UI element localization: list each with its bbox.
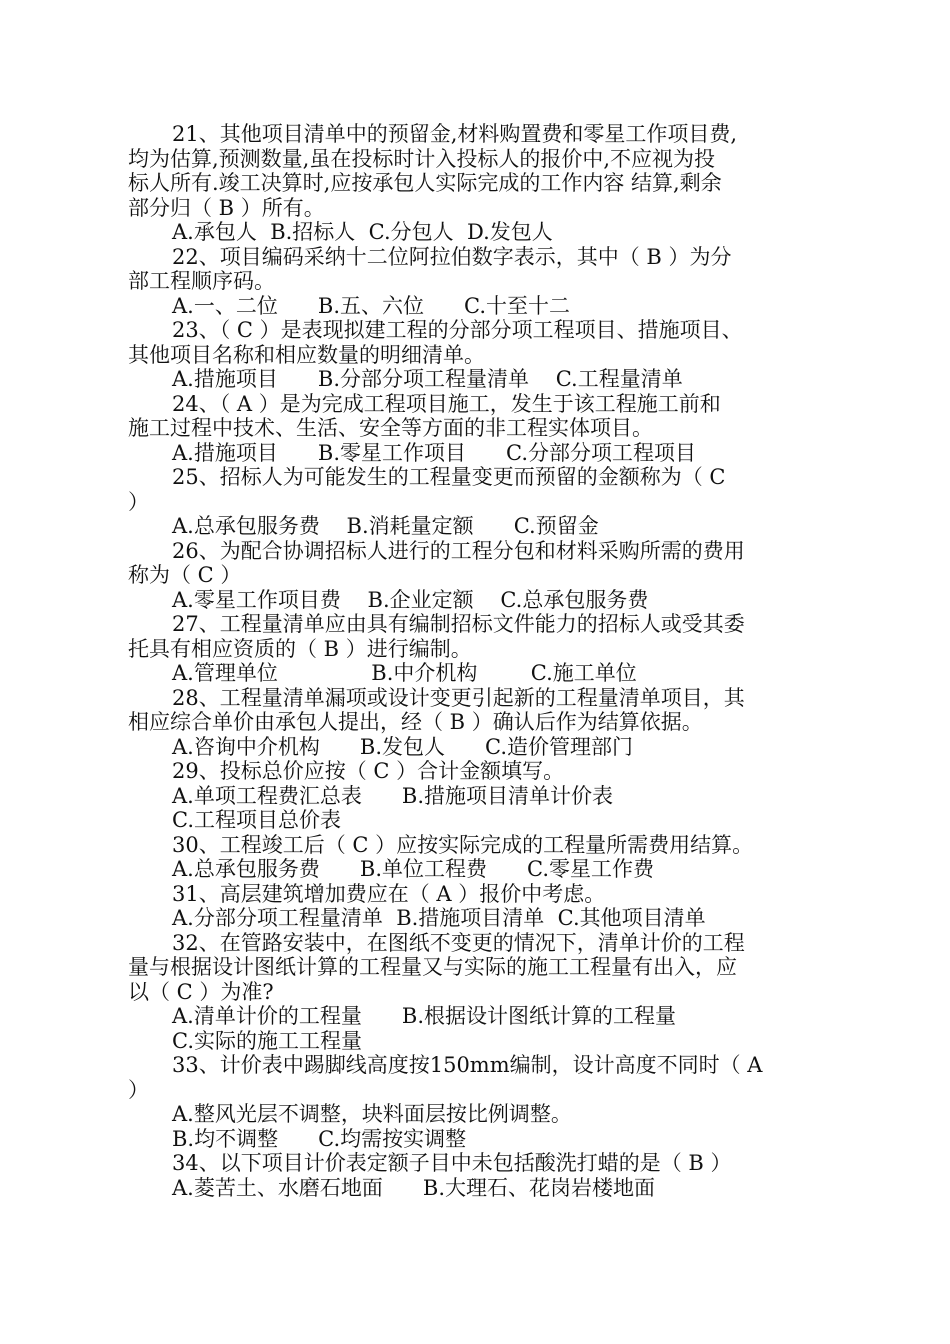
text-line: 26、为配合协调招标人进行的工程分包和材料采购所需的费用: [172, 538, 745, 563]
text-line: 23、（ C ）是表现拟建工程的分部分项工程项目、措施项目、: [172, 318, 743, 342]
text-line: 34、以下项目计价表定额子目中未包括酸洗打蜡的是（ B ）: [172, 1151, 732, 1175]
document-body: [128, 122, 824, 1200]
text-line: 25、招标人为可能发生的工程量变更而预留的金额称为（ C: [172, 465, 726, 489]
text-line: 21、其他项目清单中的预留金,材料购置费和零星工作项目费,: [172, 122, 738, 146]
text-line: 28、工程量清单漏项或设计变更引起新的工程量清单项目，其: [172, 685, 745, 710]
text-line: A.措施项目 B.零星工作项目 C.分部分项工程项目: [172, 440, 697, 465]
text-line: 量与根据设计图纸计算的工程量又与实际的施工工程量有出入，应: [128, 955, 737, 979]
text-line: A.清单计价的工程量 B.根据设计图纸计算的工程量: [172, 1004, 676, 1028]
text-line: 相应综合单价由承包人提出，经（ B ）确认后作为结算依据。: [128, 710, 703, 734]
text-line: 27、工程量清单应由具有编制招标文件能力的招标人或受其委: [172, 612, 745, 636]
text-line: B.均不调整 C.均需按实调整: [172, 1126, 467, 1151]
text-line: A.承包人 B.招标人 C.分包人 D.发包人: [172, 220, 553, 244]
text-line: 31、高层建筑增加费应在（ A ）报价中考虑。: [172, 881, 606, 906]
text-line: A.单项工程费汇总表 B.措施项目清单计价表: [172, 783, 613, 808]
text-line: ）: [128, 489, 149, 514]
text-line: A.总承包服务费 B.单位工程费 C.零星工作费: [172, 857, 655, 881]
text-line: A.咨询中介机构 B.发包人 C.造价管理部门: [172, 734, 634, 759]
text-line: 托具有相应资质的（ B ）进行编制。: [128, 636, 472, 661]
text-line: 32、在管路安装中，在图纸不变更的情况下，清单计价的工程: [172, 930, 745, 955]
text-line: C.工程项目总价表: [172, 808, 341, 832]
text-line: 标人所有.竣工决算时,应按承包人实际完成的工作内容 结算,剩余: [128, 171, 722, 195]
text-line: 以（ C ）为准?: [128, 979, 274, 1004]
text-line: 29、投标总价应按（ C ）合计金额填写。: [172, 759, 565, 783]
text-line: 其他项目名称和相应数量的明细清单。: [128, 342, 485, 367]
text-line: 均为估算,预测数量,虽在投标时计入投标人的报价中,不应视为投: [128, 146, 716, 171]
text-line: 30、工程竣工后（ C ）应按实际完成的工程量所需费用结算。: [172, 832, 754, 857]
text-line: C.实际的施工工程量: [172, 1028, 362, 1053]
text-line: A.管理单位 B.中介机构 C.施工单位: [172, 661, 637, 685]
text-line: 22、项目编码采纳十二位阿拉伯数字表示，其中（ B ）为分: [172, 244, 732, 269]
text-line: A.整风光层不调整，块料面层按比例调整。: [172, 1102, 572, 1126]
text-line: 施工过程中技术、生活、安全等方面的非工程实体项目。: [128, 416, 653, 440]
text-line: 部工程顺序码。: [128, 269, 275, 293]
text-line: 33、计价表中踢脚线高度按150mm编制，设计高度不同时（ A: [172, 1053, 763, 1077]
text-line: A.菱苦土、水磨石地面 B.大理石、花岗岩楼地面: [172, 1175, 655, 1200]
text-line: A.一、二位 B.五、六位 C.十至十二: [172, 293, 571, 318]
text-line: A.零星工作项目费 B.企业定额 C.总承包服务费: [172, 587, 649, 612]
text-line: A.措施项目 B.分部分项工程量清单 C.工程量清单: [172, 367, 683, 391]
text-line: A.分部分项工程量清单 B.措施项目清单 C.其他项目清单: [172, 906, 706, 930]
text-line: 24、（ A ）是为完成工程项目施工，发生于该工程施工前和: [172, 391, 721, 416]
text-line: 部分归（ B ）所有。: [128, 195, 325, 220]
text-line: ）: [128, 1077, 149, 1102]
text-line: 称为（ C ）: [128, 563, 242, 587]
text-line: A.总承包服务费 B.消耗量定额 C.预留金: [172, 514, 599, 538]
